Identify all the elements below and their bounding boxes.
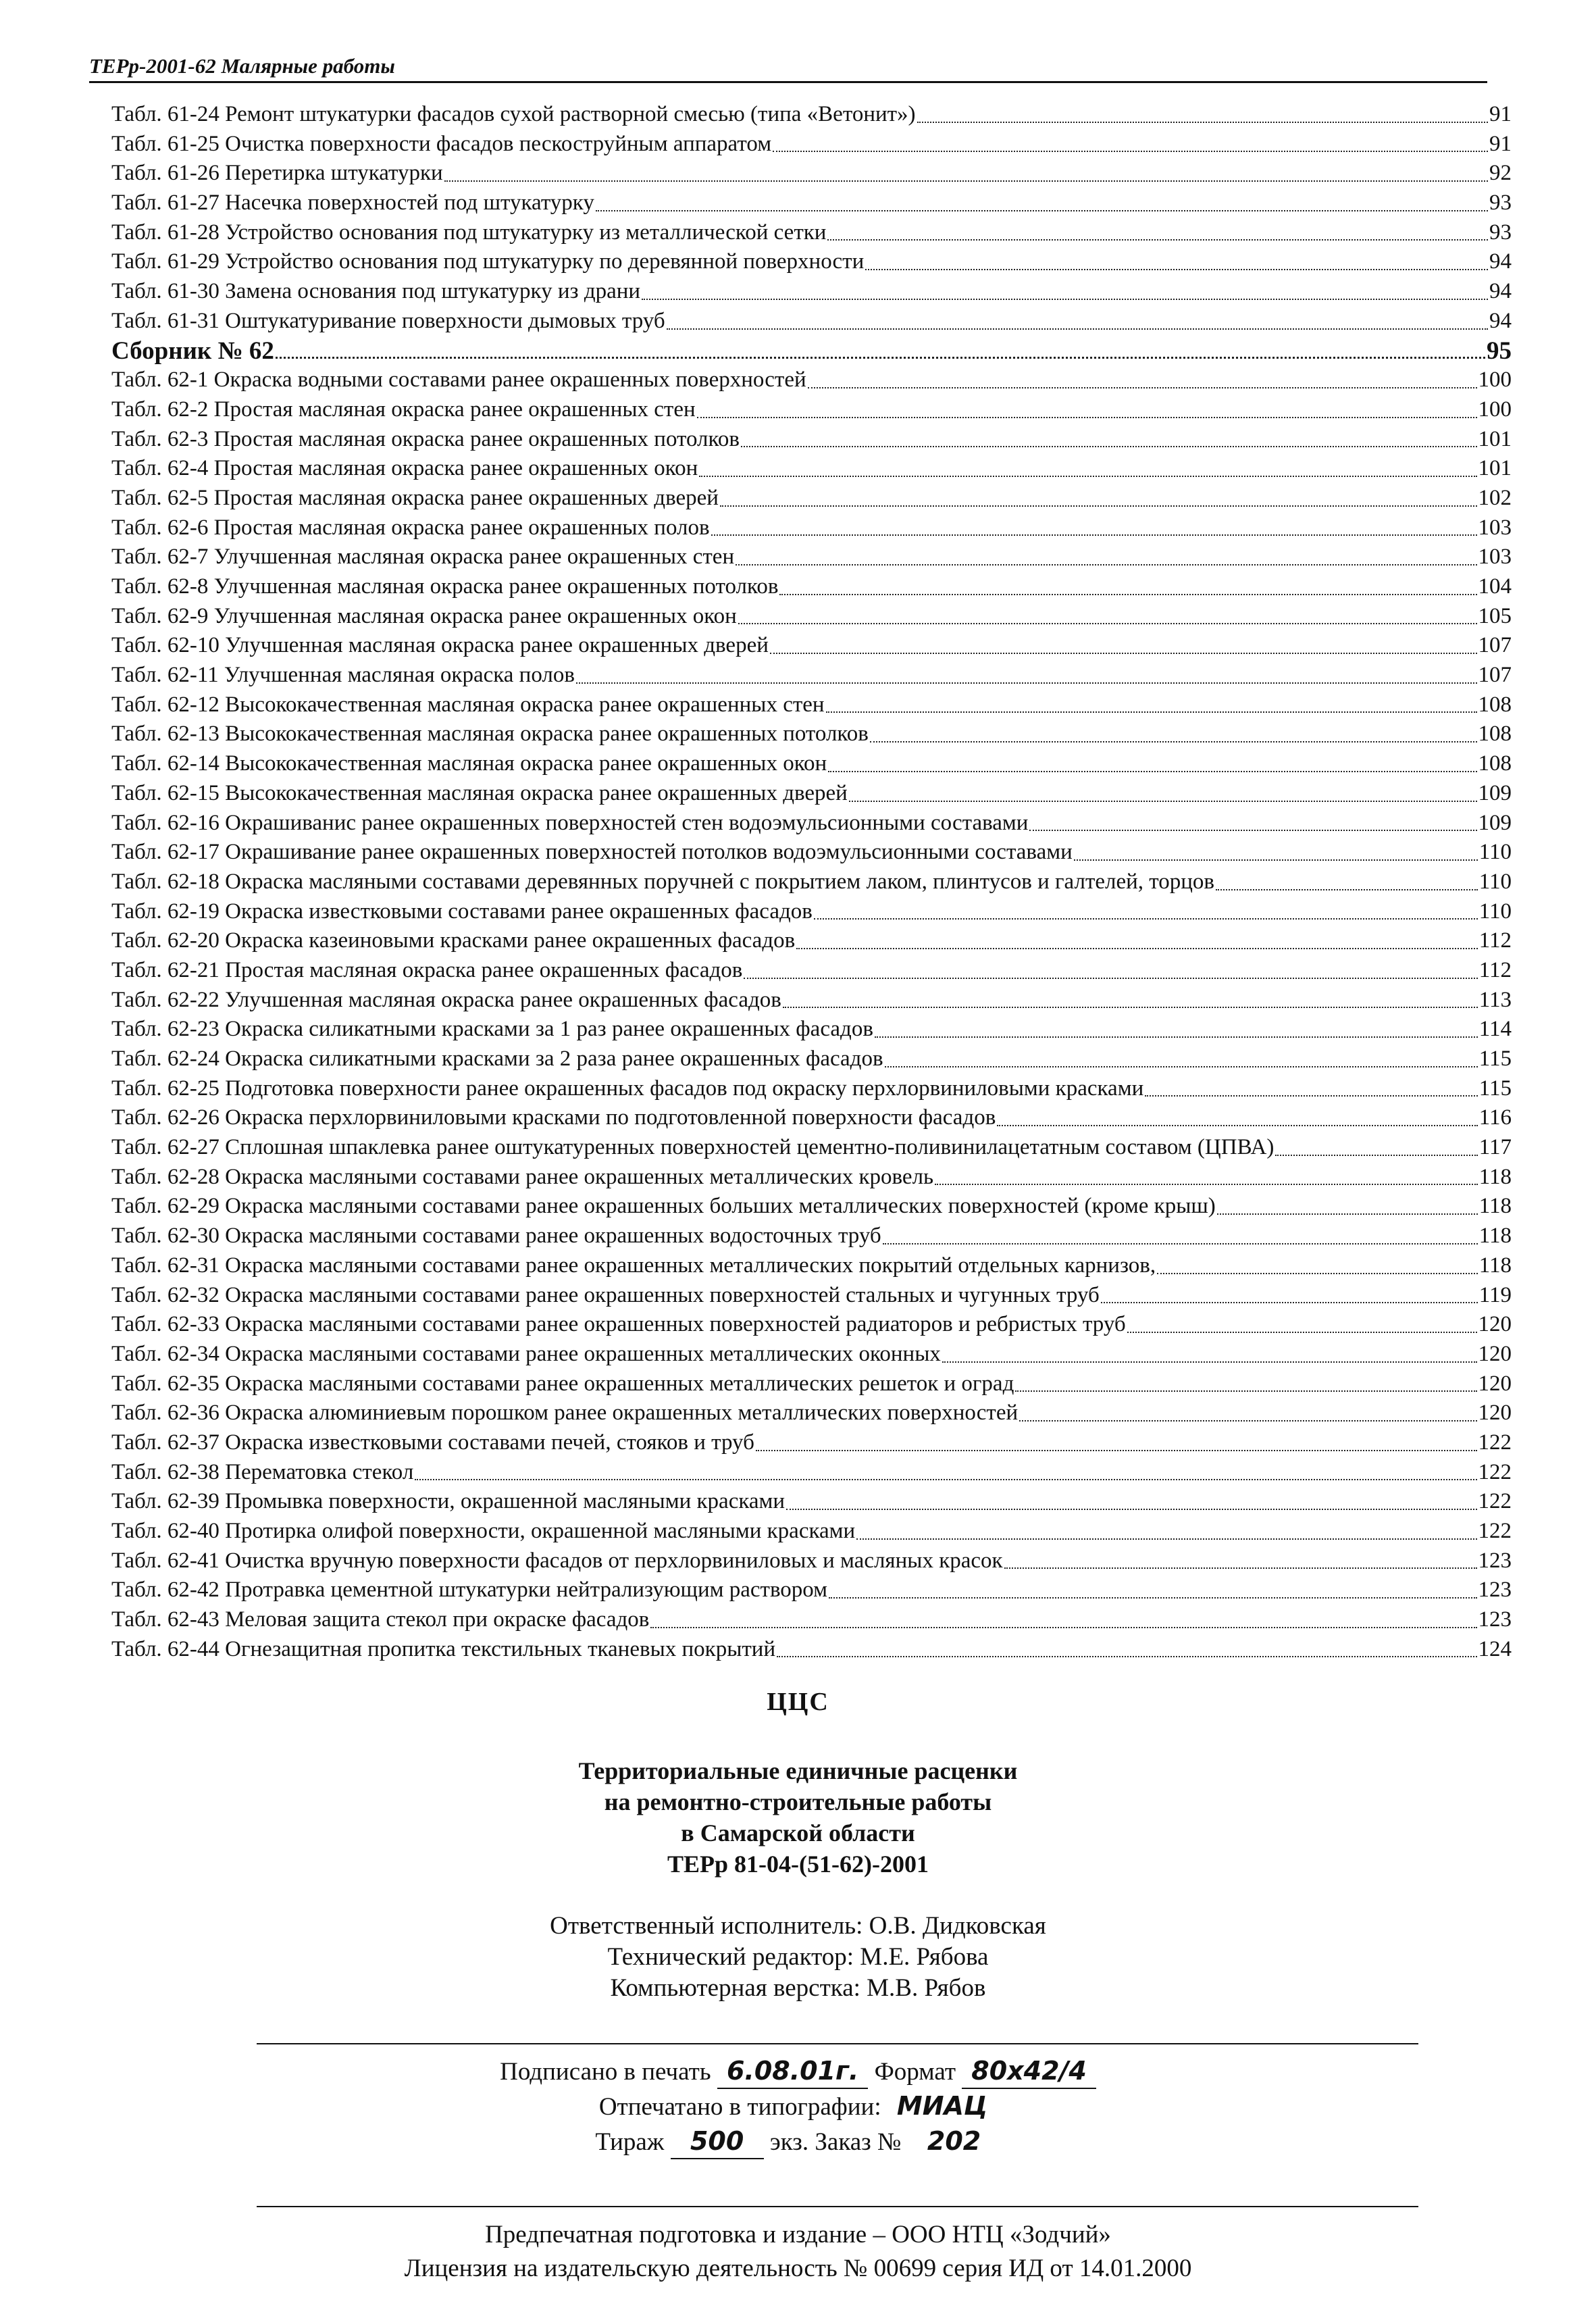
dot-leader: [828, 771, 1476, 772]
toc-entry: [111, 1045, 1512, 1074]
dot-leader: [942, 1361, 1477, 1363]
toc-entry-label: Табл. 62-29 Окраска масляными составами ранее окрашенных больших металлических поверхностей (кроме крыш): [111, 1194, 1216, 1219]
toc-entry-page: 120: [1478, 1341, 1512, 1366]
dot-leader: [642, 299, 1488, 300]
toc-entry-page: 110: [1478, 899, 1512, 924]
format-value: 80x42/4: [962, 2054, 1096, 2089]
toc-entry: [111, 1222, 1512, 1251]
toc-entry: [111, 1074, 1512, 1104]
toc-entry-page: 107: [1478, 663, 1512, 688]
toc-entry-page: 91: [1489, 102, 1512, 126]
toc-entry-label: Табл. 62-38 Перематовка стекол: [111, 1459, 414, 1484]
toc-entry: [111, 1605, 1512, 1635]
toc-entry-page: 94: [1489, 249, 1512, 274]
dot-leader: [829, 1597, 1476, 1599]
toc-entry: [111, 1281, 1512, 1311]
toc-entry-label: Табл. 62-39 Промывка поверхности, окрашенной масляными красками: [111, 1489, 786, 1514]
toc-entry-label: Табл. 62-16 Окрашиванис ранее окрашенных поверхностей стен водоэмульсионными составами: [111, 810, 1029, 835]
title-line: на ремонтно-строительные работы: [604, 1788, 992, 1815]
dot-leader: [826, 711, 1477, 713]
toc-entry-page: 101: [1478, 456, 1512, 481]
signed-label: Подписано в печать: [500, 2058, 711, 2086]
credits: [0, 1911, 1596, 2004]
toc-entry-page: 104: [1478, 574, 1512, 599]
toc-entry-page: 112: [1478, 928, 1512, 953]
dot-leader: [1029, 830, 1476, 831]
dot-leader: [576, 682, 1477, 684]
toc-entry-label: Табл. 61-28 Устройство основания под штукатурку из металлической сетки: [111, 220, 827, 245]
toc-entry-label: Табл. 62-18 Окраска масляными составами деревянных поручней с покрытием лаком, плинтусов и галтелей, торцов: [111, 869, 1215, 894]
dot-leader: [744, 978, 1477, 979]
toc-entry: [111, 572, 1512, 602]
dot-leader: [1101, 1302, 1478, 1303]
toc-entry-page: 109: [1478, 780, 1512, 805]
toc-entry: [111, 1428, 1512, 1458]
toc-entry-page: 115: [1478, 1076, 1512, 1101]
toc-entry: [111, 779, 1512, 809]
toc-entry-label: Табл. 62-34 Окраска масляными составами ранее окрашенных металлических оконных: [111, 1341, 941, 1366]
toc-entry-page: 93: [1489, 220, 1512, 245]
toc-entry: [111, 720, 1512, 749]
toc-entry-page: 122: [1478, 1519, 1512, 1543]
toc-entry: [111, 1546, 1512, 1576]
toc-entry: [111, 1487, 1512, 1517]
toc-entry-label: Табл. 62-12 Высококачественная масляная окраска ранее окрашенных стен: [111, 692, 825, 717]
dot-leader: [1275, 1155, 1477, 1156]
toc-entry-label: Табл. 62-9 Улучшенная масляная окраска ранее окрашенных окон: [111, 603, 737, 628]
dot-leader: [699, 476, 1476, 477]
dot-leader: [808, 387, 1477, 388]
toc-entry: [111, 809, 1512, 838]
toc-entry-page: 120: [1478, 1312, 1512, 1337]
toc-entry: [111, 1251, 1512, 1281]
dot-leader: [1217, 1213, 1478, 1215]
dot-leader: [650, 1627, 1476, 1628]
toc-entry-page: 122: [1478, 1459, 1512, 1484]
toc-entry-page: 108: [1478, 692, 1512, 717]
toc-entry-page: 94: [1489, 279, 1512, 304]
dot-leader: [786, 1509, 1476, 1510]
dot-leader: [711, 534, 1477, 536]
dot-leader: [783, 1007, 1478, 1008]
dot-leader: [779, 594, 1476, 595]
signed-line: [0, 2054, 1596, 2089]
dot-leader: [1015, 1390, 1476, 1392]
toc-entry: [111, 956, 1512, 986]
toc-entry-page: 123: [1478, 1548, 1512, 1573]
dot-leader: [756, 1450, 1477, 1451]
toc-entry: [111, 897, 1512, 927]
dot-leader: [1004, 1567, 1477, 1569]
toc-entry-label: Табл. 61-30 Замена основания под штукатурку из драни: [111, 279, 641, 304]
dot-leader: [917, 122, 1488, 123]
publication-title: [0, 1755, 1596, 1880]
dot-leader: [1216, 889, 1478, 890]
dot-leader: [736, 564, 1476, 565]
organization-name: ЦЦС: [767, 1688, 829, 1716]
dot-leader: [849, 801, 1477, 802]
toc-entry-page: 118: [1478, 1253, 1512, 1278]
toc-entry-page: 116: [1478, 1105, 1512, 1130]
toc-entry-label: Табл. 62-1 Окраска водными составами ранее окрашенных поверхностей: [111, 368, 806, 393]
toc-entry-page: 117: [1478, 1135, 1512, 1160]
toc-entry-page: 102: [1478, 485, 1512, 510]
toc-entry-page: 92: [1489, 161, 1512, 186]
toc-entry-page: 114: [1478, 1017, 1512, 1042]
toc-entry-page: 120: [1478, 1371, 1512, 1396]
toc-entry-page: 118: [1478, 1224, 1512, 1249]
toc-entry: [111, 1192, 1512, 1222]
toc-entry: [111, 690, 1512, 720]
dot-leader: [856, 1538, 1476, 1540]
toc-entry-label: Табл. 62-10 Улучшенная масляная окраска ранее окрашенных дверей: [111, 633, 769, 658]
toc-entry-label: Табл. 62-3 Простая масляная окраска ранее окрашенных потолков: [111, 426, 740, 451]
toc-entry: [111, 484, 1512, 513]
dot-leader: [935, 1184, 1478, 1185]
run-label: Тираж: [595, 2128, 665, 2156]
toc-entry-page: 107: [1478, 633, 1512, 658]
toc-entry: [111, 247, 1512, 277]
toc-entry-label: Табл. 62-30 Окраска масляными составами ранее окрашенных водосточных труб: [111, 1224, 881, 1249]
toc-entry-label: Табл. 62-44 Огнезащитная пропитка текстильных тканевых покрытий: [111, 1636, 776, 1661]
dot-leader: [738, 623, 1477, 624]
toc-entry-label: Табл. 62-20 Окраска казеиновыми красками ранее окрашенных фасадов: [111, 928, 796, 953]
toc-entry-label: Табл. 62-31 Окраска масляными составами ранее окрашенных металлических покрытий отдельных карнизов,: [111, 1253, 1156, 1278]
printed-label: Отпечатано в типографии:: [598, 2093, 881, 2121]
toc-entry-page: 109: [1478, 810, 1512, 835]
dot-leader: [741, 446, 1477, 447]
toc-entry-page: 112: [1478, 957, 1512, 982]
toc-entry-label: Табл. 62-25 Подготовка поверхности ранее окрашенных фасадов под окраску перхлорвиниловыми красками: [111, 1076, 1144, 1101]
toc-entry-page: 100: [1478, 368, 1512, 393]
run-line: [0, 2124, 1596, 2159]
toc-entry-label: Табл. 62-33 Окраска масляными составами ранее окрашенных поверхностей радиаторов и ребристых труб: [111, 1312, 1126, 1337]
title-line: Территориальные единичные расценки: [578, 1757, 1018, 1784]
toc-entry-label: Табл. 62-27 Сплошная шпаклевка ранее оштукатуренных поверхностей цементно-поливинилацетатным составом (ЦПВА): [111, 1135, 1275, 1160]
toc-entry-label: Табл. 62-35 Окраска масляными составами ранее окрашенных металлических решеток и оград: [111, 1371, 1014, 1396]
footer-line: Лицензия на издательскую деятельность № 00699 серия ИД от 14.01.2000: [404, 2255, 1192, 2282]
toc-entry: [111, 100, 1512, 130]
toc-entry: [111, 602, 1512, 632]
toc-entry-label: Табл. 62-36 Окраска алюминиевым порошком ранее окрашенных металлических поверхностей: [111, 1401, 1019, 1426]
title-line: в Самарской области: [681, 1819, 915, 1846]
toc-entry-page: 95: [1487, 336, 1512, 365]
toc-entry-page: 123: [1478, 1607, 1512, 1632]
toc-entry-label: Табл. 62-17 Окрашивание ранее окрашенных поверхностей потолков водоэмульсионными составами: [111, 840, 1073, 865]
toc-entry-page: 94: [1489, 308, 1512, 333]
toc-entry: [111, 218, 1512, 248]
publisher-info: [0, 2218, 1596, 2286]
dot-leader: [885, 1066, 1478, 1067]
toc-entry: [111, 1399, 1512, 1428]
dot-leader: [1019, 1420, 1476, 1422]
toc-entry-label: Табл. 62-13 Высококачественная масляная окраска ранее окрашенных потолков: [111, 722, 869, 747]
dot-leader: [773, 151, 1488, 152]
toc-entry-page: 110: [1478, 840, 1512, 865]
toc-entry-label: Табл. 62-14 Высококачественная масляная окраска ранее окрашенных окон: [111, 751, 827, 776]
toc-entry: [111, 454, 1512, 484]
footer-line: Предпечатная подготовка и издание – ООО НТЦ «Зодчий»: [485, 2221, 1111, 2248]
toc-entry-label: Табл. 62-11 Улучшенная масляная окраска полов: [111, 663, 575, 688]
toc-entry-label: Табл. 61-29 Устройство основания под штукатурку по деревянной поверхности: [111, 249, 865, 274]
toc-entry-label: Табл. 62-40 Протирка олифой поверхности, окрашенной масляными красками: [111, 1519, 856, 1543]
toc-entry: [111, 631, 1512, 661]
toc-entry-page: 110: [1478, 869, 1512, 894]
toc-entry: [111, 926, 1512, 956]
toc-entry-label: Сборник № 62: [111, 336, 274, 365]
dot-leader: [827, 239, 1488, 241]
toc-entry-page: 105: [1478, 603, 1512, 628]
toc-entry-label: Табл. 61-24 Ремонт штукатурки фасадов сухой растворной смесью (типа «Ветонит»): [111, 102, 916, 126]
dot-leader: [1145, 1095, 1477, 1097]
toc-entry: [111, 1133, 1512, 1163]
dot-leader: [870, 741, 1477, 743]
toc-entry-label: Табл. 62-28 Окраска масляными составами ранее окрашенных металлических кровель: [111, 1164, 934, 1189]
toc-section-heading: [111, 336, 1512, 366]
toc-entry: [111, 838, 1512, 867]
toc-entry-label: Табл. 62-42 Протравка цементной штукатурки нейтрализующим раствором: [111, 1578, 828, 1603]
toc-entry-label: Табл. 62-7 Улучшенная масляная окраска ранее окрашенных стен: [111, 545, 735, 570]
toc-entry: [111, 1458, 1512, 1488]
toc-entry-page: 93: [1489, 191, 1512, 216]
run-value: 500: [671, 2124, 764, 2159]
dot-leader: [596, 210, 1488, 211]
toc-entry-label: Табл. 61-31 Оштукатуривание поверхности дымовых труб: [111, 308, 665, 333]
dot-leader: [1074, 859, 1478, 861]
toc-entry-page: 118: [1478, 1164, 1512, 1189]
page-header: [89, 54, 1487, 83]
divider-rule: [257, 2043, 1418, 2044]
dot-leader: [875, 1036, 1478, 1038]
toc-entry-label: Табл. 62-37 Окраска известковыми составами печей, стояков и труб: [111, 1430, 754, 1455]
toc-entry-label: Табл. 62-32 Окраска масляными составами ранее окрашенных поверхностей стальных и чугунных труб: [111, 1282, 1100, 1307]
toc-entry-label: Табл. 62-22 Улучшенная масляная окраска ранее окрашенных фасадов: [111, 987, 781, 1012]
toc-entry-page: 101: [1478, 426, 1512, 451]
order-number: 202: [927, 2126, 981, 2156]
dot-leader: [444, 180, 1488, 182]
toc-entry: [111, 1163, 1512, 1192]
toc-entry: [111, 1340, 1512, 1369]
toc-entry: [111, 1015, 1512, 1045]
dot-leader: [883, 1243, 1478, 1244]
format-label: Формат: [874, 2058, 956, 2086]
toc-entry-label: Табл. 61-25 Очистка поверхности фасадов пескоструйным аппаратом: [111, 131, 772, 156]
dot-leader: [276, 357, 1485, 359]
toc-entry: [111, 986, 1512, 1015]
dot-leader: [1157, 1273, 1478, 1274]
toc-entry-label: Табл. 62-23 Окраска силикатными красками за 1 раз ранее окрашенных фасадов: [111, 1017, 873, 1042]
toc-entry: [111, 1517, 1512, 1546]
toc-entry-label: Табл. 62-21 Простая масляная окраска ранее окрашенных фасадов: [111, 957, 743, 982]
printer-name: МИАЦ: [896, 2091, 988, 2121]
toc-entry-label: Табл. 62-2 Простая масляная окраска ранее окрашенных стен: [111, 397, 696, 422]
toc-entry: [111, 395, 1512, 425]
toc-entry-page: 103: [1478, 515, 1512, 540]
toc-entry-page: 91: [1489, 131, 1512, 156]
toc-entry-page: 119: [1478, 1282, 1512, 1307]
toc-entry: [111, 1369, 1512, 1399]
dot-leader: [720, 505, 1477, 507]
toc-entry: [111, 513, 1512, 543]
toc-entry: [111, 130, 1512, 159]
print-info: [0, 2054, 1596, 2159]
toc-entry-label: Табл. 62-41 Очистка вручную поверхности фасадов от перхлорвиниловых и масляных красок: [111, 1548, 1003, 1573]
toc-entry-page: 108: [1478, 751, 1512, 776]
toc-entry: [111, 749, 1512, 779]
toc-entry: [111, 1576, 1512, 1605]
credit-line: Технический редактор: М.Е. Рябова: [607, 1943, 989, 1971]
toc-entry-label: Табл. 62-19 Окраска известковыми составами ранее окрашенных фасадов: [111, 899, 813, 924]
dot-leader: [770, 653, 1477, 654]
dot-leader: [667, 328, 1488, 330]
dot-leader: [814, 918, 1478, 920]
signed-date: 6.08.01г.: [717, 2054, 868, 2089]
divider-rule: [257, 2206, 1418, 2207]
dot-leader: [697, 417, 1477, 418]
credit-line: Компьютерная верстка: М.В. Рябов: [610, 1974, 986, 2002]
dot-leader: [1127, 1332, 1477, 1333]
toc-entry: [111, 188, 1512, 218]
toc-entry-label: Табл. 62-6 Простая масляная окраска ранее окрашенных полов: [111, 515, 710, 540]
toc-entry: [111, 277, 1512, 307]
toc-entry: [111, 1310, 1512, 1340]
toc-entry-page: 122: [1478, 1430, 1512, 1455]
toc-entry-page: 123: [1478, 1578, 1512, 1603]
credit-line: Ответственный исполнитель: О.В. Дидковская: [550, 1912, 1046, 1940]
dot-leader: [415, 1479, 1476, 1480]
printed-line: [0, 2089, 1596, 2124]
toc-entry: [111, 661, 1512, 690]
toc-entry-label: Табл. 62-8 Улучшенная масляная окраска ранее окрашенных потолков: [111, 574, 779, 599]
toc-entry-page: 124: [1478, 1636, 1512, 1661]
copies-label: экз. Заказ №: [769, 2128, 902, 2156]
toc-entry-page: 118: [1478, 1194, 1512, 1219]
dot-leader: [865, 269, 1488, 270]
toc-entry: [111, 366, 1512, 395]
toc-entry-page: 115: [1478, 1047, 1512, 1071]
toc-entry: [111, 159, 1512, 188]
toc-entry-label: Табл. 62-15 Высококачественная масляная окраска ранее окрашенных дверей: [111, 780, 848, 805]
toc-entry-page: 103: [1478, 545, 1512, 570]
title-line: ТЕРр 81-04-(51-62)-2001: [667, 1851, 929, 1878]
toc-entry-page: 113: [1478, 987, 1512, 1012]
toc-entry-page: 108: [1478, 722, 1512, 747]
toc-entry-page: 120: [1478, 1401, 1512, 1426]
table-of-contents: [111, 100, 1512, 1664]
toc-entry: [111, 1103, 1512, 1133]
toc-entry-label: Табл. 62-43 Меловая защита стекол при окраске фасадов: [111, 1607, 650, 1632]
toc-entry-label: Табл. 61-26 Перетирка штукатурки: [111, 161, 443, 186]
toc-entry: [111, 1635, 1512, 1665]
toc-entry: [111, 425, 1512, 455]
header-title: ТЕРр-2001-62 Малярные работы: [89, 54, 395, 78]
toc-entry-label: Табл. 62-5 Простая масляная окраска ранее окрашенных дверей: [111, 485, 719, 510]
toc-entry-label: Табл. 62-26 Окраска перхлорвиниловыми красками по подготовленной поверхности фасадов: [111, 1105, 996, 1130]
toc-entry: [111, 867, 1512, 897]
toc-entry: [111, 543, 1512, 572]
dot-leader: [777, 1656, 1476, 1657]
toc-entry-page: 100: [1478, 397, 1512, 422]
dot-leader: [796, 948, 1478, 949]
toc-entry-label: Табл. 62-24 Окраска силикатными красками за 2 раза ранее окрашенных фасадов: [111, 1047, 883, 1071]
dot-leader: [997, 1125, 1477, 1126]
toc-entry-label: Табл. 61-27 Насечка поверхностей под штукатурку: [111, 191, 594, 216]
toc-entry-page: 122: [1478, 1489, 1512, 1514]
toc-entry: [111, 307, 1512, 336]
toc-entry-label: Табл. 62-4 Простая масляная окраска ранее окрашенных окон: [111, 456, 698, 481]
